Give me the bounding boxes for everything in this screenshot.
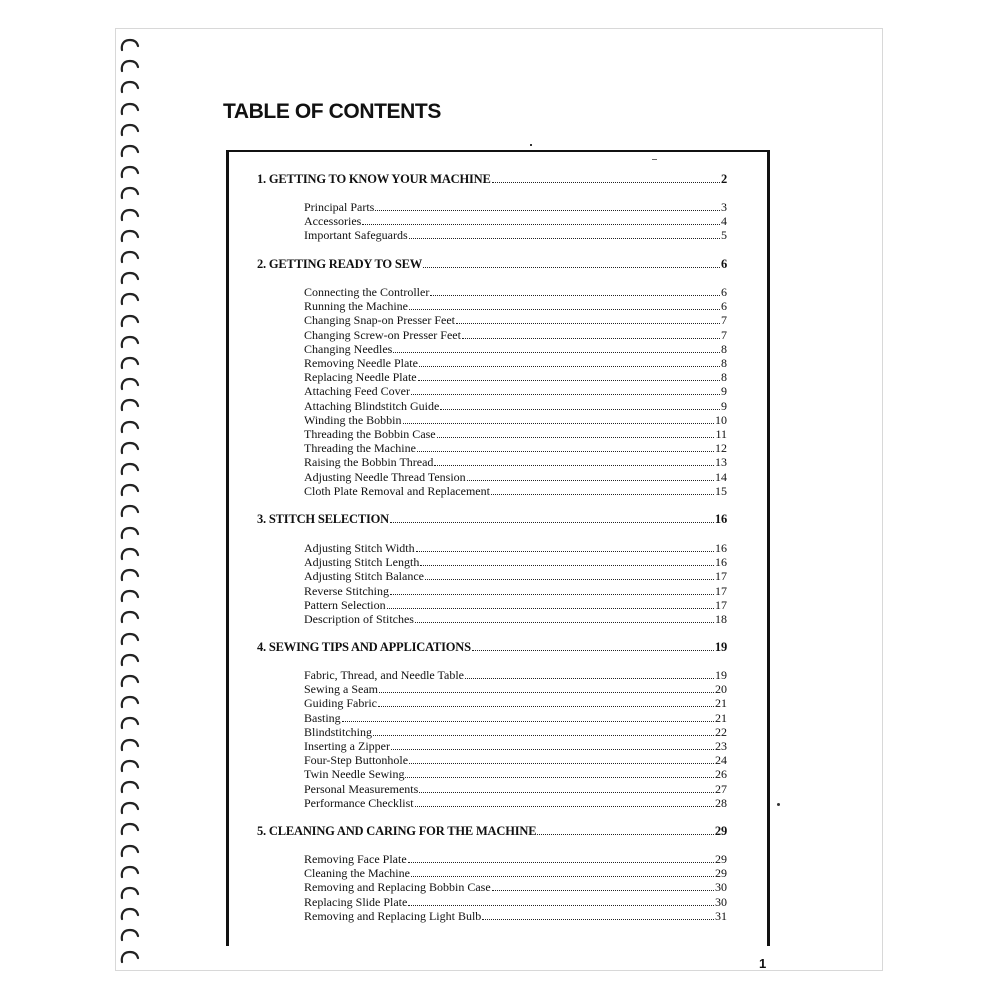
dot-leader: [419, 366, 720, 367]
toc-entry-label: Replacing Slide Plate: [304, 895, 408, 909]
binding-ring-icon: [118, 886, 140, 900]
section-heading: [257, 824, 727, 838]
toc-entry: [304, 880, 727, 894]
toc-entry-label: Adjusting Stitch Balance: [304, 569, 424, 583]
toc-entry: [304, 569, 727, 583]
toc-entry-label: Cleaning the Machine: [304, 866, 410, 880]
toc-entry-label: Sewing a Seam: [304, 682, 378, 696]
toc-entry-label: Adjusting Stitch Width: [304, 541, 415, 555]
binding-ring-icon: [118, 186, 140, 200]
toc-entry-page: 7: [721, 328, 727, 342]
binding-ring-icon: [118, 483, 140, 497]
toc-entry: [304, 612, 727, 626]
toc-entry: [304, 285, 727, 299]
dot-leader: [379, 692, 714, 693]
toc-entry-page: 31: [715, 909, 727, 923]
toc-entry: [304, 441, 727, 455]
toc-entry: [304, 313, 727, 327]
dot-leader: [378, 706, 714, 707]
dot-leader: [411, 394, 720, 395]
toc-entry-page: 7: [721, 313, 727, 327]
dot-leader: [393, 352, 720, 353]
toc-entry-page: 11: [715, 427, 727, 441]
toc-entry: [304, 598, 727, 612]
binding-ring-icon: [118, 144, 140, 158]
dot-leader: [411, 876, 714, 877]
toc-entry: [304, 895, 727, 909]
toc-entry-label: Adjusting Stitch Length: [304, 555, 420, 569]
toc-entry-page: 4: [721, 214, 727, 228]
toc-entry-page: 21: [715, 711, 727, 725]
binding-ring-icon: [118, 335, 140, 349]
scan-speck: [652, 159, 657, 160]
binding-ring-icon: [118, 441, 140, 455]
toc-entry-label: Removing Needle Plate: [304, 356, 418, 370]
binding-ring-icon: [118, 377, 140, 391]
section-heading-page: 29: [714, 824, 727, 838]
dot-leader: [342, 721, 714, 722]
binding-ring-icon: [118, 801, 140, 815]
toc-entry-page: 8: [721, 370, 727, 384]
binding-ring-icon: [118, 59, 140, 73]
toc-entry-page: 17: [715, 584, 727, 598]
toc-entry: [304, 328, 727, 342]
toc-entry-label: Description of Stitches: [304, 612, 414, 626]
toc-entry-label: Accessories: [304, 214, 362, 228]
scan-speck: [777, 803, 780, 806]
binding-ring-icon: [118, 759, 140, 773]
toc-entry-label: Removing and Replacing Light Bulb: [304, 909, 482, 923]
dot-leader: [417, 451, 714, 452]
toc-entry: [304, 427, 727, 441]
binding-ring-icon: [118, 314, 140, 328]
toc-entry-page: 3: [721, 200, 727, 214]
binding-ring-icon: [118, 123, 140, 137]
toc-entry-page: 17: [715, 569, 727, 583]
section-heading-page: 16: [714, 512, 727, 526]
toc-entry: [304, 541, 727, 555]
toc-entry-label: Removing Face Plate: [304, 852, 407, 866]
dot-leader: [482, 919, 714, 920]
binding-ring-icon: [118, 398, 140, 412]
toc-entry-label: Adjusting Needle Thread Tension: [304, 470, 466, 484]
dot-leader: [425, 579, 714, 580]
toc-entry-label: Personal Measurements: [304, 782, 419, 796]
toc-entry-page: 5: [721, 228, 727, 242]
toc-entry: [304, 909, 727, 923]
toc-entry-label: Attaching Blindstitch Guide: [304, 399, 440, 413]
section-heading-label: 2. GETTING READY TO SEW: [257, 257, 423, 271]
binding-ring-icon: [118, 356, 140, 370]
toc-entry: [304, 470, 727, 484]
binding-ring-icon: [118, 568, 140, 582]
toc-entry: [304, 200, 727, 214]
dot-leader: [409, 763, 714, 764]
toc-entry-page: 16: [715, 541, 727, 555]
toc-entry-label: Connecting the Controller: [304, 285, 430, 299]
dot-leader: [391, 749, 714, 750]
toc-entry: [304, 739, 727, 753]
scan-speck: [530, 144, 532, 146]
toc-entry-page: 29: [715, 866, 727, 880]
toc-entry: [304, 384, 727, 398]
toc-entry-page: 10: [715, 413, 727, 427]
binding-ring-icon: [118, 80, 140, 94]
dot-leader: [437, 437, 715, 438]
dot-leader: [418, 380, 720, 381]
toc-entry-label: Blindstitching: [304, 725, 373, 739]
toc-entry-page: 6: [721, 299, 727, 313]
binding-ring-icon: [118, 462, 140, 476]
toc-entry: [304, 782, 727, 796]
binding-ring-icon: [118, 292, 140, 306]
binding-ring-icon: [118, 653, 140, 667]
binding-ring-icon: [118, 165, 140, 179]
toc-entry-label: Fabric, Thread, and Needle Table: [304, 668, 464, 682]
binding-ring-icon: [118, 271, 140, 285]
binding-ring-icon: [118, 695, 140, 709]
section-heading-page: 2: [720, 172, 727, 186]
toc-entry-page: 29: [715, 852, 727, 866]
toc-entry: [304, 214, 727, 228]
binding-ring-icon: [118, 420, 140, 434]
binding-ring-icon: [118, 229, 140, 243]
dot-leader: [467, 480, 714, 481]
binding-ring-icon: [118, 526, 140, 540]
toc-entry-page: 17: [715, 598, 727, 612]
toc-entry-page: 12: [715, 441, 727, 455]
dot-leader: [456, 323, 720, 324]
binding-ring-icon: [118, 38, 140, 52]
page-title: TABLE OF CONTENTS: [223, 100, 441, 123]
toc-entry-page: 24: [715, 753, 727, 767]
toc-entry-label: Raising the Bobbin Thread: [304, 455, 434, 469]
dot-leader: [408, 905, 714, 906]
toc-entry-label: Changing Snap-on Presser Feet: [304, 313, 455, 327]
dot-leader: [472, 650, 714, 651]
binding-ring-icon: [118, 907, 140, 921]
toc-entry: [304, 668, 727, 682]
dot-leader: [409, 309, 720, 310]
binding-ring-icon: [118, 674, 140, 688]
toc-entry: [304, 852, 727, 866]
toc-entry-label: Threading the Machine: [304, 441, 416, 455]
toc-entry: [304, 399, 727, 413]
dot-leader: [409, 238, 720, 239]
dot-leader: [491, 494, 714, 495]
binding-ring-icon: [118, 716, 140, 730]
section-heading-page: 6: [720, 257, 727, 271]
toc-entry: [304, 342, 727, 356]
binding-ring-icon: [118, 950, 140, 964]
toc-entry: [304, 228, 727, 242]
toc-entry-label: Running the Machine: [304, 299, 408, 313]
toc-entry-page: 16: [715, 555, 727, 569]
toc-entry: [304, 696, 727, 710]
binding-ring-icon: [118, 865, 140, 879]
toc-entry-page: 14: [715, 470, 727, 484]
dot-leader: [465, 678, 714, 679]
toc-entry: [304, 866, 727, 880]
toc-entry: [304, 682, 727, 696]
toc-entry: [304, 299, 727, 313]
toc-entry-label: Performance Checklist: [304, 796, 414, 810]
dot-leader: [362, 224, 720, 225]
page-number: 1: [759, 956, 767, 971]
binding-ring-icon: [118, 844, 140, 858]
toc-entry: [304, 584, 727, 598]
spiral-binding: [118, 38, 144, 968]
toc-entry-label: Changing Screw-on Presser Feet: [304, 328, 461, 342]
toc-entry: [304, 455, 727, 469]
toc-entry-page: 23: [715, 739, 727, 753]
binding-ring-icon: [118, 610, 140, 624]
toc-entry-label: Basting: [304, 711, 341, 725]
toc-entry-label: Cloth Plate Removal and Replacement: [304, 484, 490, 498]
toc-entry-label: Four-Step Buttonhole: [304, 753, 409, 767]
toc-entry-page: 13: [715, 455, 727, 469]
section-heading: [257, 512, 727, 526]
toc-entry-page: 18: [715, 612, 727, 626]
toc-entry-page: 21: [715, 696, 727, 710]
dot-leader: [390, 594, 714, 595]
dot-leader: [387, 608, 714, 609]
toc-entry-label: Twin Needle Sewing: [304, 767, 405, 781]
dot-leader: [416, 551, 714, 552]
toc-entry: [304, 356, 727, 370]
toc-entry-label: Inserting a Zipper: [304, 739, 390, 753]
toc-entry: [304, 725, 727, 739]
dot-leader: [390, 522, 714, 523]
dot-leader: [373, 735, 714, 736]
section-heading: [257, 172, 727, 186]
binding-ring-icon: [118, 780, 140, 794]
toc-entry: [304, 711, 727, 725]
toc-entry-page: 19: [715, 668, 727, 682]
binding-ring-icon: [118, 632, 140, 646]
dot-leader: [408, 862, 714, 863]
toc-entry-page: 20: [715, 682, 727, 696]
toc-entry-label: Changing Needles: [304, 342, 393, 356]
dot-leader: [420, 565, 714, 566]
toc-entry-label: Guiding Fabric: [304, 696, 377, 710]
dot-leader: [492, 890, 714, 891]
binding-ring-icon: [118, 208, 140, 222]
toc-entry-page: 22: [715, 725, 727, 739]
toc-entry-label: Winding the Bobbin: [304, 413, 402, 427]
dot-leader: [434, 465, 714, 466]
dot-leader: [462, 338, 720, 339]
dot-leader: [537, 834, 714, 835]
binding-ring-icon: [118, 589, 140, 603]
toc-entry-label: Attaching Feed Cover: [304, 384, 410, 398]
toc-entry-page: 9: [721, 384, 727, 398]
toc-entry-label: Principal Parts: [304, 200, 375, 214]
toc-entry-page: 8: [721, 356, 727, 370]
toc-entry-label: Pattern Selection: [304, 598, 386, 612]
section-heading: [257, 257, 727, 271]
dot-leader: [492, 182, 720, 183]
toc-entry: [304, 767, 727, 781]
dot-leader: [415, 622, 714, 623]
section-heading: [257, 640, 727, 654]
binding-ring-icon: [118, 504, 140, 518]
dot-leader: [430, 295, 720, 296]
section-heading-label: 1. GETTING TO KNOW YOUR MACHINE: [257, 172, 491, 186]
toc-entry: [304, 370, 727, 384]
dot-leader: [403, 423, 714, 424]
toc-entry-label: Important Safeguards: [304, 228, 408, 242]
section-heading-label: 3. STITCH SELECTION: [257, 512, 390, 526]
dot-leader: [419, 792, 714, 793]
binding-ring-icon: [118, 547, 140, 561]
toc-entry: [304, 796, 727, 810]
toc-entry-label: Threading the Bobbin Case: [304, 427, 436, 441]
toc-entry: [304, 555, 727, 569]
binding-ring-icon: [118, 102, 140, 116]
dot-leader: [415, 806, 714, 807]
dot-leader: [423, 267, 720, 268]
toc-entry-label: Replacing Needle Plate: [304, 370, 417, 384]
toc-entry-page: 8: [721, 342, 727, 356]
dot-leader: [375, 210, 720, 211]
toc-entry: [304, 484, 727, 498]
binding-ring-icon: [118, 928, 140, 942]
binding-ring-icon: [118, 250, 140, 264]
toc-entry-label: Reverse Stitching: [304, 584, 389, 598]
binding-ring-icon: [118, 738, 140, 752]
toc-entry-page: 27: [715, 782, 727, 796]
section-heading-page: 19: [714, 640, 727, 654]
toc-entry: [304, 413, 727, 427]
section-heading-label: 4. SEWING TIPS AND APPLICATIONS: [257, 640, 471, 654]
toc-entry: [304, 753, 727, 767]
toc-entry-page: 28: [715, 796, 727, 810]
dot-leader: [440, 409, 720, 410]
toc-entry-page: 30: [715, 880, 727, 894]
toc-entry-page: 9: [721, 399, 727, 413]
toc-entry-page: 30: [715, 895, 727, 909]
toc-entry-page: 26: [715, 767, 727, 781]
section-heading-label: 5. CLEANING AND CARING FOR THE MACHINE: [257, 824, 537, 838]
dot-leader: [405, 777, 714, 778]
toc-entry-page: 6: [721, 285, 727, 299]
toc-entry-label: Removing and Replacing Bobbin Case: [304, 880, 491, 894]
toc-entry-page: 15: [715, 484, 727, 498]
binding-ring-icon: [118, 822, 140, 836]
